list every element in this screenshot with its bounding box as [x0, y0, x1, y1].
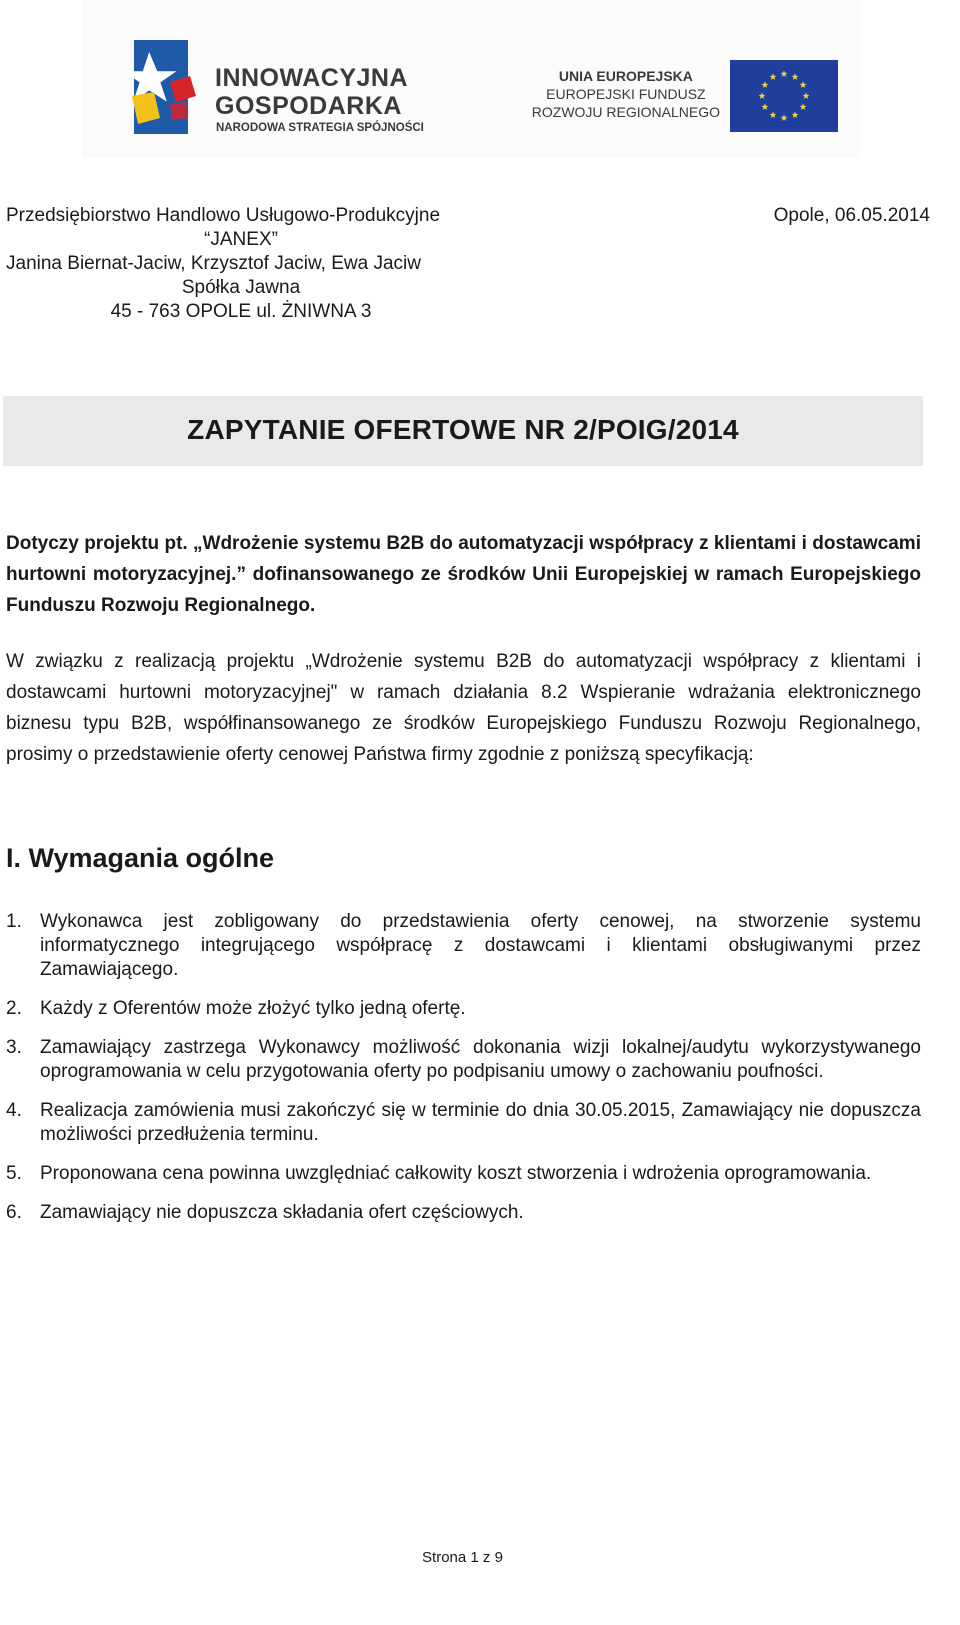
innowacyjna-gospodarka-emblem-icon	[130, 38, 210, 138]
list-item-number: 1.	[6, 911, 22, 932]
list-item	[6, 1099, 921, 1147]
list-item-text: Proponowana cena powinna uwzględniać całkowity koszt stworzenia i wdrożenia oprogramowania.	[40, 1163, 872, 1184]
company-owners: Janina Biernat-Jaciw, Krzysztof Jaciw, Ewa Jaciw	[6, 253, 421, 274]
company-street-address: 45 - 763 OPOLE ul. ŻNIWNA 3	[110, 301, 372, 322]
logo-line-innowacyjna: INNOWACYJNA	[215, 64, 409, 92]
list-item-text: Zamawiający zastrzega Wykonawcy możliwość dokonania wizji lokalnej/audytu wykorzystywanego oprogramowania w celu przygotowania oferty po podpisaniu umowy o zachowaniu poufności.	[40, 1037, 921, 1082]
ue-logo-line3: ROZWOJU REGIONALNEGO	[531, 104, 720, 120]
list-item	[6, 997, 921, 1021]
document-title: ZAPYTANIE OFERTOWE NR 2/POIG/2014	[187, 414, 739, 445]
innowacyjna-gospodarka-logo	[130, 38, 450, 138]
page-footer: Strona 1 z 9	[422, 1549, 503, 1566]
logo-line-strategia: NARODOWA STRATEGIA SPÓJNOŚCI	[216, 122, 424, 134]
place-and-date: Opole, 06.05.2014	[773, 205, 930, 226]
list-item	[6, 1201, 921, 1225]
logo-line-gospodarka: GOSPODARKA	[215, 92, 402, 120]
list-item-number: 5.	[6, 1163, 22, 1184]
list-item-text: Realizacja zamówienia musi zakończyć się w terminie do dnia 30.05.2015, Zamawiający nie dopuszcza możliwości przedłużenia terminu.	[40, 1100, 921, 1145]
project-reference: Dotyczy projektu pt. „Wdrożenie systemu B2B do automatyzacji współpracy z klientami i dostawcami hurtowni motoryzacyjnej.” dofinansowanego ze środków Unii Europejskiej w ramach Europejskiego Funduszu Rozwoju Regionalnego.	[6, 533, 921, 616]
company-address	[6, 204, 486, 324]
list-item	[6, 1036, 921, 1084]
requirements-list	[6, 910, 921, 1240]
ue-logo-line1: UNIA EUROPEJSKA	[558, 68, 693, 84]
unia-europejska-logo	[520, 60, 850, 140]
company-legal-form: Spółka Jawna	[181, 277, 301, 298]
company-name: Przedsiębiorstwo Handlowo Usługowo-Produkcyjne	[6, 205, 441, 226]
intro-paragraph: W związku z realizacją projektu „Wdrożenie systemu B2B do automatyzacji współpracy z klientami i dostawcami hurtowni motoryzacyjnej" w ramach działania 8.2 Wspieranie wdrażania elektronicznego biznesu typu B2B, współfinansowanego ze środków Europejskiego Funduszu Rozwoju Regionalnego, prosimy o przedstawienie oferty cenowej Państwa firmy zgodnie z poniższą specyfikacją:	[6, 651, 921, 765]
ue-logo-line2: EUROPEJSKI FUNDUSZ	[546, 86, 706, 102]
list-item-number: 3.	[6, 1037, 22, 1058]
list-item-number: 2.	[6, 998, 22, 1019]
list-item-number: 4.	[6, 1100, 22, 1121]
list-item-text: Wykonawca jest zobligowany do przedstawienia oferty cenowej, na stworzenie systemu informatycznego integrującego współpracę z dostawcami i klientami obsługiwanymi przez Zamawiającego.	[40, 911, 921, 980]
list-item	[6, 1162, 921, 1186]
list-item-text: Każdy z Oferentów może złożyć tylko jedną ofertę.	[40, 998, 466, 1019]
ue-logo-text	[532, 68, 720, 121]
list-item	[6, 910, 921, 982]
eu-flag-icon	[730, 60, 838, 132]
title-band	[3, 396, 923, 466]
list-item-number: 6.	[6, 1202, 22, 1223]
list-item-text: Zamawiający nie dopuszcza składania ofert częściowych.	[40, 1202, 524, 1223]
section-title-requirements: I. Wymagania ogólne	[6, 843, 275, 873]
company-brand: “JANEX”	[204, 229, 278, 250]
